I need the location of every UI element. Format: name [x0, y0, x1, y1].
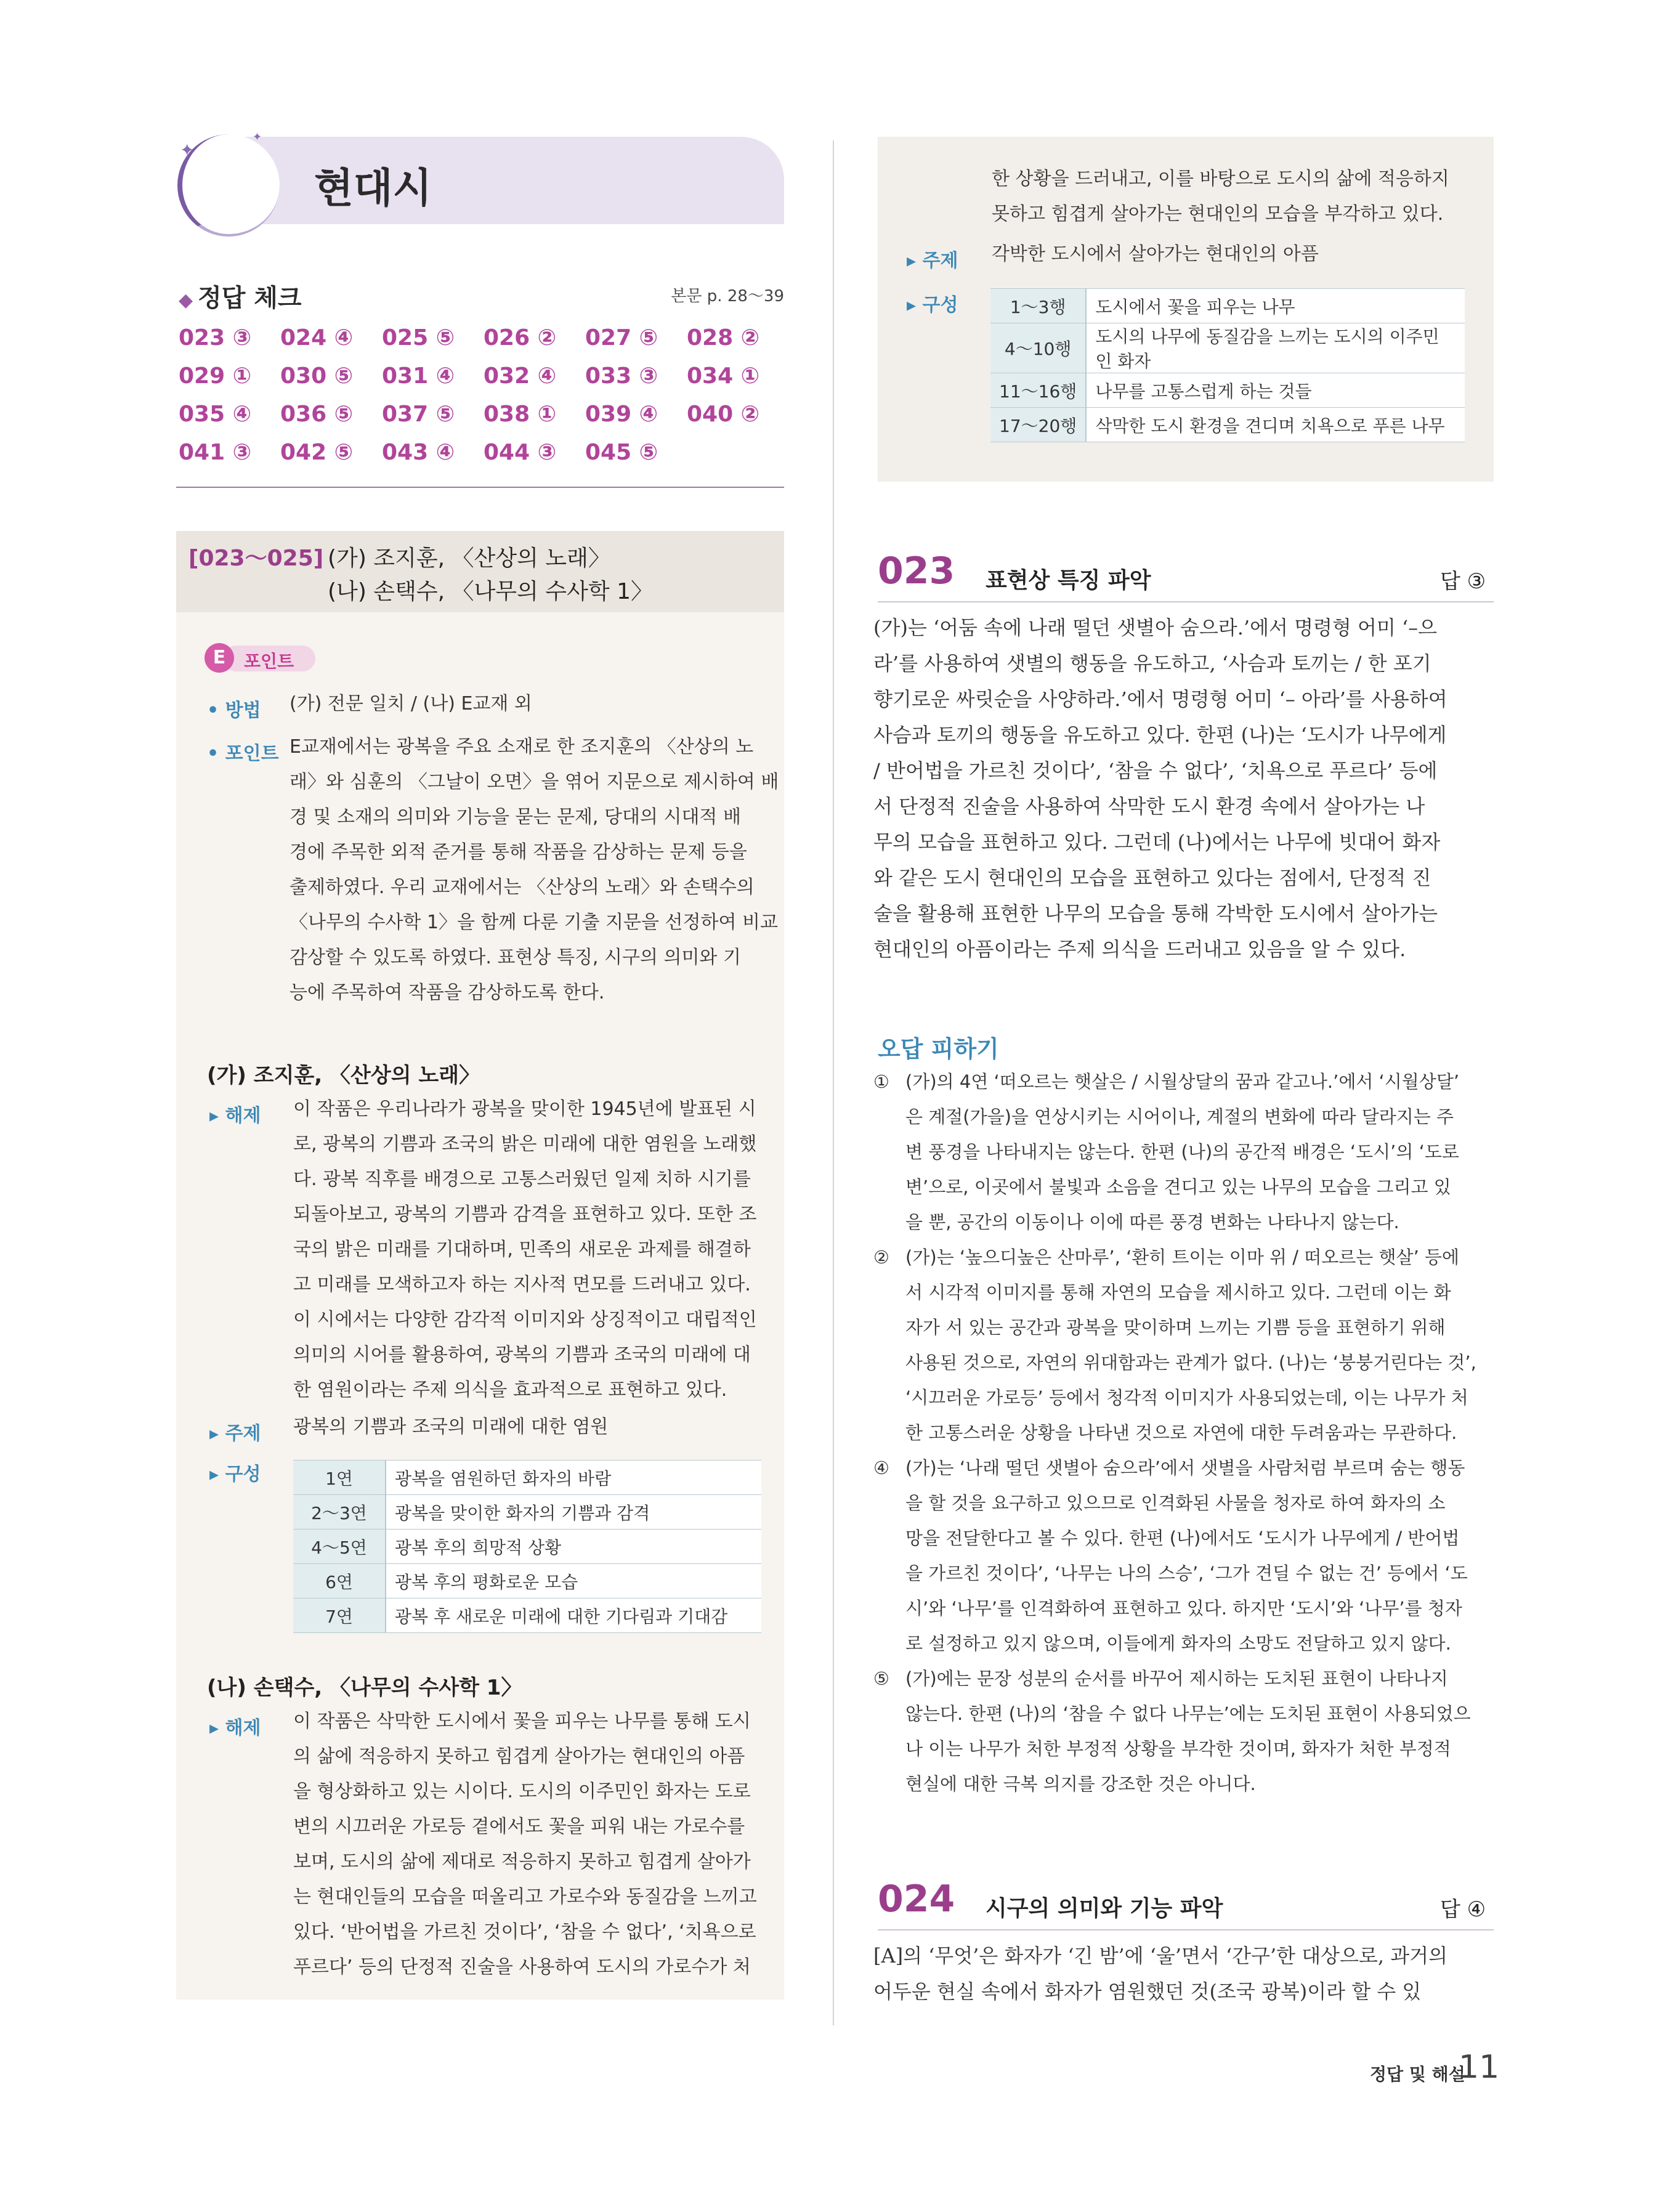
text-line: 로 설정하고 있지 않으며, 이들에게 화자의 소망도 전달하고 있지 않다. [905, 1633, 1451, 1654]
divider [176, 487, 784, 488]
text-line: 고 미래를 모색하고자 하는 지사적 면모를 드러내고 있다. [293, 1274, 751, 1295]
table-cell-value: 광복 후의 희망적 상황 [386, 1529, 761, 1564]
text-line: 한 상황을 드러내고, 이를 바탕으로 도시의 삶에 적응하지 [992, 168, 1449, 190]
page-reference: 본문 p. 28～39 [671, 287, 784, 306]
divider [878, 1929, 1494, 1930]
text-line: 을 형상화하고 있는 시이다. 도시의 이주민인 화자는 도로 [293, 1781, 751, 1802]
answer-item: 031 ④ [382, 363, 455, 389]
page-number: 11 [1459, 2049, 1500, 2086]
table-row [293, 1460, 761, 1495]
text-line: 변의 시끄러운 가로등 곁에서도 꽃을 피워 내는 가로수를 [293, 1816, 745, 1837]
list-item [873, 1451, 1496, 1661]
work-a-structure-table [293, 1460, 761, 1633]
point-label: • 포인트 [207, 743, 279, 764]
text-line: 한 염원이라는 주제 의식을 효과적으로 표현하고 있다. [293, 1379, 727, 1401]
answer-item: 045 ⑤ [585, 440, 658, 465]
text-line: 을 할 것을 요구하고 있으므로 인격화된 사물을 청자로 하여 화자의 소 [905, 1493, 1446, 1513]
answer-item: 042 ⑤ [280, 440, 354, 465]
text-line: 변’으로, 이곳에서 불빛과 소음을 견디고 있는 나무의 모습을 그리고 있 [905, 1177, 1451, 1197]
list-item [873, 1661, 1496, 1802]
answer-item: 044 ③ [484, 440, 557, 465]
text-line: 로, 광복의 기쁨과 조국의 밝은 미래에 대한 염원을 노래했 [293, 1133, 757, 1155]
text-line: 술을 활용해 표현한 나무의 모습을 통해 각박한 도시에서 살아가는 [873, 902, 1438, 925]
text-line: 변 풍경을 나타내지는 않는다. 한편 (나)의 공간적 배경은 ‘도시’의 ‘도로 [905, 1141, 1459, 1162]
answer-item: 032 ④ [484, 363, 557, 389]
work-b-title: (나) 손택수, 〈나무의 수사학 1〉 [207, 1675, 522, 1700]
text-line: (가)의 4연 ‘떠오르는 햇살은 / 시월상달의 꿈과 같고나.’에서 ‘시월상달’ [905, 1071, 1460, 1092]
answer-item: 043 ④ [382, 440, 455, 465]
answer-item: 027 ⑤ [585, 325, 658, 350]
table-cell-key: 4～10행 [990, 323, 1086, 373]
text-line: 현대인의 아픔이라는 주제 의식을 드러내고 있음을 알 수 있다. [873, 938, 1406, 961]
work-b-theme-text: 각박한 도시에서 살아가는 현대인의 아픔 [992, 243, 1319, 265]
q023-explanation [873, 610, 1447, 967]
table-row [293, 1529, 761, 1564]
text-line: 이 작품은 삭막한 도시에서 꽃을 피우는 나무를 통해 도시 [293, 1711, 751, 1732]
text-line: 나 이는 나무가 처한 부정적 상황을 부각한 것이며, 화자가 처한 부정적 [905, 1738, 1451, 1759]
text-line: 이 시에서는 다양한 감각적 이미지와 상징적이고 대립적인 [293, 1309, 757, 1331]
work-b-haeje-text [293, 1704, 757, 1985]
work-b-haeje-label: ▸ 해제 [209, 1717, 261, 1739]
text-line: 어두운 현실 속에서 화자가 염원했던 것(조국 광복)이라 할 수 있 [873, 1980, 1422, 2003]
question-number: 024 [878, 1878, 955, 1921]
text-line: 못하고 힘겹게 살아가는 현대인의 모습을 부각하고 있다. [992, 203, 1444, 225]
table-cell-key: 1연 [293, 1460, 386, 1495]
work-a-haeje-label: ▸ 해제 [209, 1105, 261, 1127]
text-line: 않는다. 한편 (나)의 ‘참을 수 없다 나무는’에는 도치된 표현이 사용되었으 [905, 1703, 1471, 1724]
method-text: (가) 전문 일치 / (나) E교재 외 [289, 693, 532, 715]
text-line: (가)는 ‘나래 떨던 샛별아 숨으라’에서 샛별을 사람처럼 부르며 숨는 행동 [905, 1457, 1465, 1478]
text-line: (가)는 ‘어둠 속에 나래 떨던 샛별아 숨으라.’에서 명령형 어미 ‘–으 [873, 616, 1438, 639]
answer-item: 030 ⑤ [280, 363, 354, 389]
answer-item: 034 ① [687, 363, 760, 389]
diamond-icon: ◆ [179, 290, 193, 311]
answer-item: 040 ② [687, 402, 760, 427]
point-text [289, 729, 779, 1010]
text-line: 무의 모습을 표현하고 있다. 그런데 (나)에서는 나무에 빗대어 화자 [873, 830, 1441, 854]
answer-item: 029 ① [179, 363, 252, 389]
text-line: 사슴과 토끼의 행동을 유도하고 있다. 한편 (나)는 ‘도시가 나무에게 [873, 723, 1447, 747]
table-cell-value: 광복을 맞이한 화자의 기쁨과 감격 [386, 1495, 761, 1529]
text-line: 라’를 사용하여 샛별의 행동을 유도하고, ‘사슴과 토끼는 / 한 포기 [873, 652, 1431, 675]
text-line: 이 작품은 우리나라가 광복을 맞이한 1945년에 발표된 시 [293, 1098, 756, 1120]
work-b-structure-table [990, 288, 1465, 442]
table-row [293, 1564, 761, 1598]
text-line: 은 계절(가을)을 연상시키는 시어이나, 계절의 변화에 따라 달라지는 주 [905, 1106, 1454, 1127]
work-b-haeje-continued [992, 161, 1449, 232]
answer-item: 033 ③ [585, 363, 658, 389]
text-line: 감상할 수 있도록 하였다. 표현상 특징, 시구의 의미와 기 [289, 947, 741, 968]
text-line: 다. 광복 직후를 배경으로 고통스러웠던 일제 치하 시기를 [293, 1169, 751, 1190]
text-line: [A]의 ‘무엇’은 화자가 ‘긴 밤’에 ‘울’면서 ‘간구’한 대상으로, 과거의 [873, 1944, 1447, 1967]
question-number: 023 [878, 549, 955, 593]
table-cell-key: 2～3연 [293, 1495, 386, 1529]
text-line: 출제하였다. 우리 교재에서는 〈산상의 노래〉와 손택수의 [289, 877, 755, 898]
method-label: • 방법 [207, 700, 261, 721]
text-line: 자가 서 있는 공간과 광복을 맞이하며 느끼는 기쁨 등을 표현하기 위해 [905, 1317, 1446, 1338]
work-a-structure-label: ▸ 구성 [209, 1464, 261, 1485]
list-item [873, 1240, 1496, 1451]
table-row [990, 373, 1465, 408]
question-range: [023～025] [188, 546, 324, 571]
answer-item: 037 ⑤ [382, 402, 455, 427]
answer-item: 024 ④ [280, 325, 354, 350]
table-cell-value: 삭막한 도시 환경을 견디며 치욕으로 푸른 나무 [1086, 408, 1465, 442]
text-line: 경 및 소재의 의미와 기능을 묻는 문제, 당대의 시대적 배 [289, 806, 741, 828]
work-a-haeje-text [293, 1092, 757, 1408]
table-row [990, 408, 1465, 442]
text-line: 있다. ‘반어법을 가르친 것이다’, ‘참을 수 없다’, ‘치욕으로 [293, 1921, 756, 1943]
text-line: 의미의 시어를 활용하여, 광복의 기쁨과 조국의 미래에 대 [293, 1344, 751, 1366]
set-title-a: (가) 조지훈, 〈산상의 노래〉 [328, 546, 610, 571]
text-line: 을 가르친 것이다’, ‘나무는 나의 스승’, ‘그가 견딜 수 없는 건’ 등에서 ‘도 [905, 1563, 1468, 1584]
text-line: 푸르다’ 등의 단정적 진술을 사용하여 도시의 가로수가 처 [293, 1956, 751, 1978]
text-line: 능에 주목하여 작품을 감상하도록 한다. [289, 982, 605, 1003]
answer-item: 026 ② [484, 325, 557, 350]
table-cell-value: 광복 후 새로운 미래에 대한 기다림과 기대감 [386, 1598, 761, 1633]
answer-item: 025 ⑤ [382, 325, 455, 350]
text-line: / 반어법을 가르친 것이다’, ‘참을 수 없다’, ‘치욕으로 푸르다’ 등에 [873, 759, 1438, 782]
table-row [990, 289, 1465, 323]
column-divider [833, 140, 834, 2025]
question-title: 표현상 특징 파악 [986, 568, 1151, 593]
text-line: 는 현대인들의 모습을 떠올리고 가로수와 동질감을 느끼고 [293, 1886, 757, 1908]
work-a-theme-text: 광복의 기쁨과 조국의 미래에 대한 염원 [293, 1416, 609, 1438]
set-title-b: (나) 손택수, 〈나무의 수사학 1〉 [328, 579, 653, 604]
list-item-number: ② [873, 1247, 889, 1268]
text-line: 와 같은 도시 현대인의 모습을 표현하고 있다는 점에서, 단정적 진 [873, 866, 1431, 889]
list-item-number: ④ [873, 1457, 889, 1478]
table-row [990, 323, 1465, 373]
work-a-title: (가) 조지훈, 〈산상의 노래〉 [207, 1063, 480, 1088]
sparkle-icon: ✦ [253, 131, 262, 144]
answer-item: 041 ③ [179, 440, 252, 465]
answer-item: 035 ④ [179, 402, 252, 427]
text-line: 서 시각적 이미지를 통해 자연의 모습을 제시하고 있다. 그런데 이는 화 [905, 1282, 1451, 1303]
text-line: 사용된 것으로, 자연의 위대함과는 관계가 없다. (나)는 ‘붕붕거린다는 것’, [905, 1352, 1476, 1373]
table-row [293, 1495, 761, 1529]
text-line: 현실에 대한 극복 의지를 강조한 것은 아니다. [905, 1773, 1256, 1794]
table-cell-key: 11～16행 [990, 373, 1086, 408]
table-cell-value: 나무를 고통스럽게 하는 것들 [1086, 373, 1465, 408]
text-line: 래〉와 심훈의 〈그날이 오면〉을 엮어 지문으로 제시하여 배 [289, 771, 779, 793]
question-answer: 답 ④ [1440, 1897, 1486, 1922]
question-answer: 답 ③ [1440, 569, 1486, 594]
answer-item: 028 ② [687, 325, 760, 350]
answer-item: 039 ④ [585, 402, 658, 427]
table-cell-key: 1～3행 [990, 289, 1086, 323]
question-title: 시구의 의미와 기능 파악 [986, 1896, 1223, 1921]
table-row [293, 1598, 761, 1633]
table-cell-key: 7연 [293, 1598, 386, 1633]
text-line: 서 단정적 진술을 사용하여 삭막한 도시 환경 속에서 살아가는 나 [873, 795, 1425, 818]
e-badge-icon: E [204, 643, 234, 673]
list-item-number: ① [873, 1071, 889, 1092]
answer-check-title: 정답 체크 [198, 284, 302, 312]
text-line: 향기로운 싸릿순을 사양하라.’에서 명령형 어미 ‘– 아라’를 사용하여 [873, 687, 1447, 711]
list-item-number: ⑤ [873, 1668, 889, 1689]
table-cell-key: 4～5연 [293, 1529, 386, 1564]
text-line: 의 삶에 적응하지 못하고 힘겹게 살아가는 현대인의 아픔 [293, 1746, 745, 1767]
text-line: 보며, 도시의 삶에 제대로 적응하지 못하고 힘겹게 살아가 [293, 1851, 751, 1873]
divider [878, 601, 1494, 602]
answer-grid [179, 325, 784, 467]
sparkle-icon: ✦ [180, 140, 195, 160]
page-title: 현대시 [314, 164, 432, 212]
odap-list [873, 1064, 1496, 1802]
table-cell-value: 광복을 염원하던 화자의 바람 [386, 1460, 761, 1495]
text-line: 을 뿐, 공간의 이동이나 이에 따른 풍경 변화는 나타나지 않는다. [905, 1212, 1399, 1233]
text-line: (가)에는 문장 성분의 순서를 바꾸어 제시하는 도치된 표현이 나타나지 [905, 1668, 1448, 1689]
text-line: E교재에서는 광복을 주요 소재로 한 조지훈의 〈산상의 노 [289, 736, 754, 758]
text-line: 되돌아보고, 광복의 기쁨과 감격을 표현하고 있다. 또한 조 [293, 1204, 757, 1225]
answer-item: 023 ③ [179, 325, 252, 350]
table-cell-value: 도시의 나무에 동질감을 느끼는 도시의 이주민 인 화자 [1086, 323, 1465, 373]
point-heading: 포인트 [244, 651, 294, 671]
table-cell-key: 6연 [293, 1564, 386, 1598]
table-cell-value: 광복 후의 평화로운 모습 [386, 1564, 761, 1598]
answer-item: 036 ⑤ [280, 402, 354, 427]
work-b-structure-label: ▸ 구성 [907, 294, 958, 316]
odap-heading: 오답 피하기 [878, 1035, 999, 1063]
table-cell-value: 도시에서 꽃을 피우는 나무 [1086, 289, 1465, 323]
footer-label: 정답 및 해설 [1370, 2064, 1465, 2084]
q024-explanation [873, 1938, 1447, 2009]
text-line: 망을 전달한다고 볼 수 있다. 한편 (나)에서도 ‘도시가 나무에게 / 반어법 [905, 1528, 1460, 1549]
text-line: 한 고통스러운 상황을 나타낸 것으로 자연에 대한 두려움과는 무관하다. [905, 1422, 1457, 1443]
text-line: 국의 밝은 미래를 기대하며, 민족의 새로운 과제를 해결하 [293, 1239, 751, 1260]
answer-check-header [179, 278, 784, 312]
text-line: ‘시끄러운 가로등’ 등에서 청각적 이미지가 사용되었는데, 이는 나무가 처 [905, 1387, 1468, 1408]
list-item [873, 1064, 1496, 1240]
text-line: (가)는 ‘높으디높은 산마루’, ‘환히 트이는 이마 위 / 떠오르는 햇살’ 등에 [905, 1247, 1460, 1268]
work-a-theme-label: ▸ 주제 [209, 1423, 261, 1444]
answer-item: 038 ① [484, 402, 557, 427]
text-line: 시’와 ‘나무’를 인격화하여 표현하고 있다. 하지만 ‘도시’와 ‘나무’를 청자 [905, 1598, 1462, 1619]
text-line: 〈나무의 수사학 1〉을 함께 다룬 기출 지문을 선정하여 비교 [289, 912, 778, 933]
text-line: 경에 주목한 외적 준거를 통해 작품을 감상하는 문제 등을 [289, 841, 747, 863]
work-b-theme-label: ▸ 주제 [907, 250, 958, 272]
table-cell-key: 17～20행 [990, 408, 1086, 442]
